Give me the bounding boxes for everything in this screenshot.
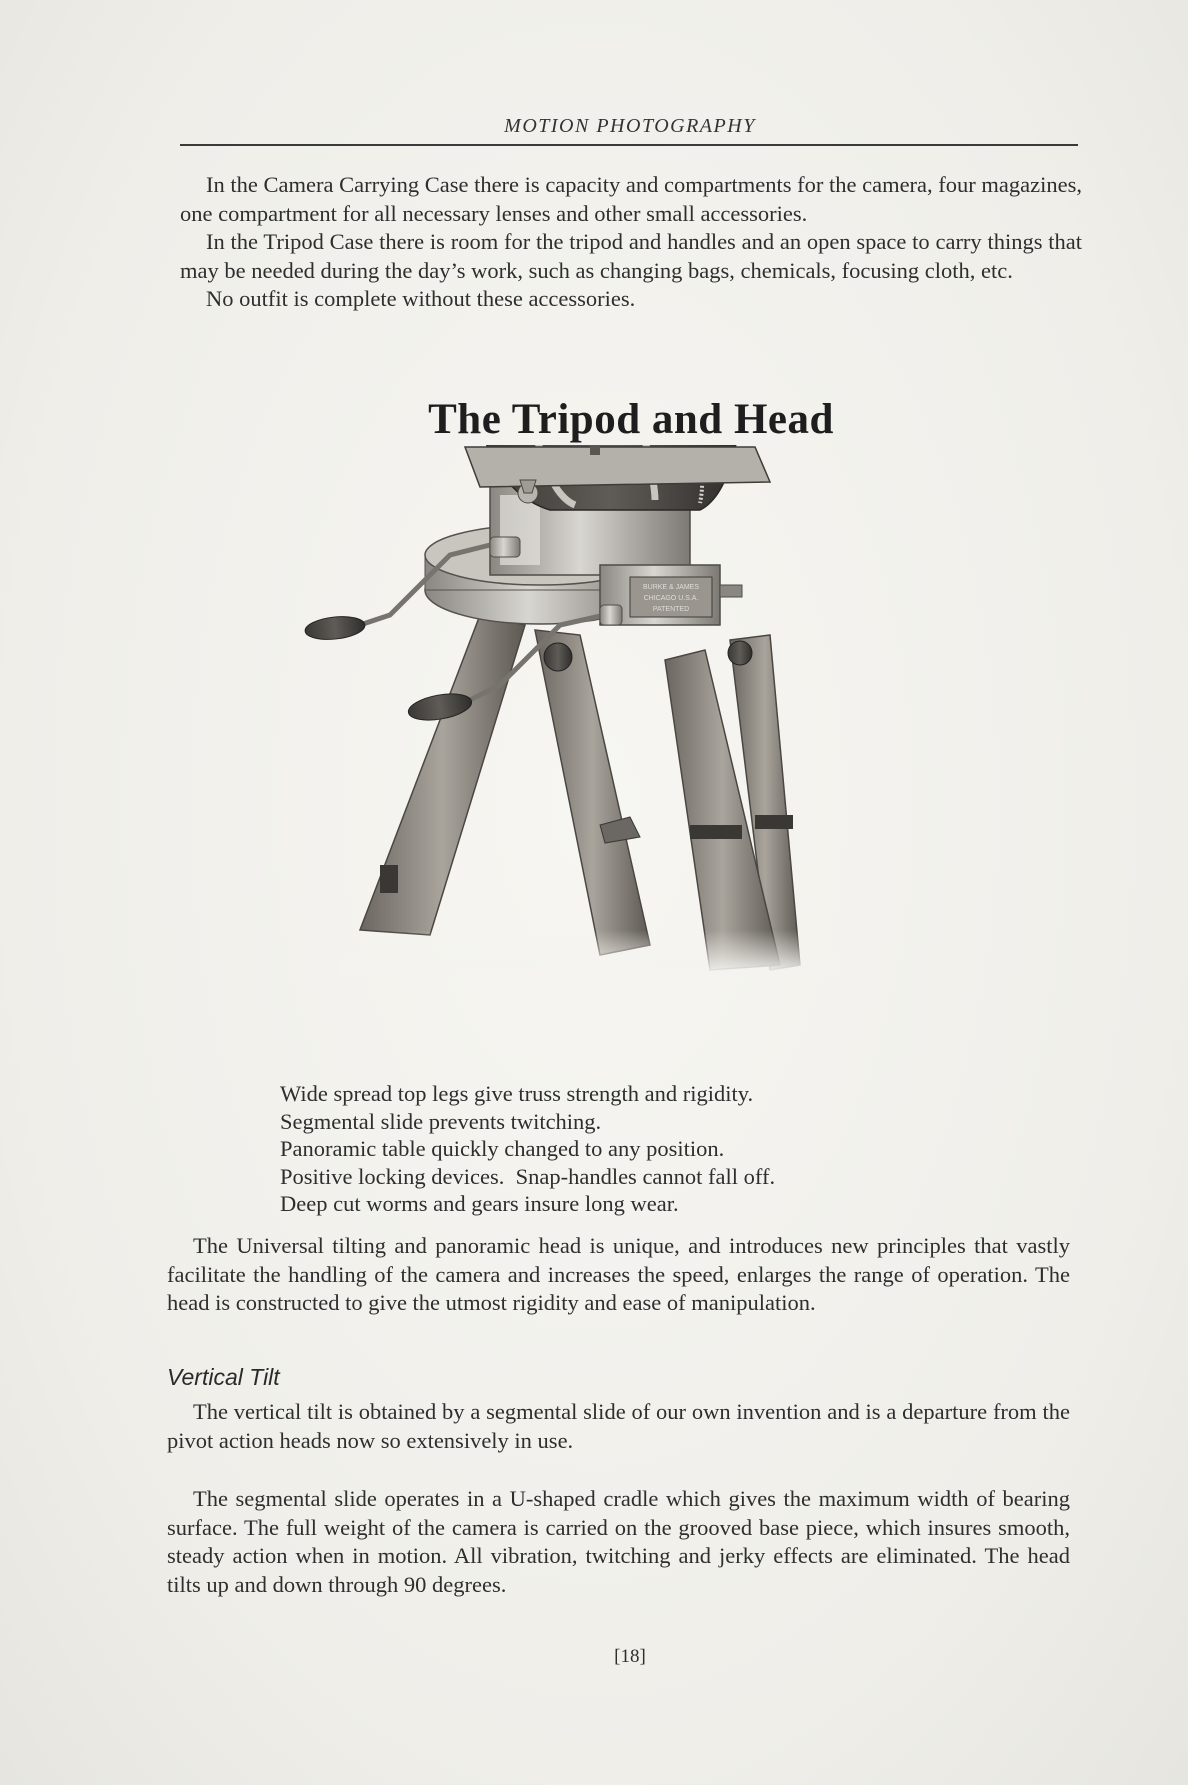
running-head: MOTION PHOTOGRAPHY: [504, 115, 756, 137]
feature-item: Panoramic table quickly changed to any position.: [280, 1136, 725, 1161]
intro-paragraph-3: No outfit is complete without these accessories.: [206, 286, 636, 311]
page-number: [18]: [614, 1646, 646, 1667]
feature-item: Positive locking devices. Snap-handles cannot fall off.: [280, 1163, 776, 1189]
nameplate-line-1: BURKE & JAMES: [642, 584, 700, 591]
section-title: The Tripod and Head: [428, 396, 834, 443]
intro-paragraph-2: In the Tripod Case there is room for the tripod and handles and an open space to carry things that may be needed during the day’s work, such as changing bags, chemicals, focusing cloth, etc.: [180, 229, 1082, 283]
nameplate-line-2: CHICAGO U.S.A.: [643, 595, 699, 602]
body-paragraph-2: The vertical tilt is obtained by a segmental slide of our own invention and is a departure from the pivot action heads now so extensively in use.: [167, 1399, 1070, 1453]
body-paragraph-1-block: [167, 1232, 1070, 1318]
feature-item: Segmental slide prevents twitching.: [280, 1108, 602, 1134]
intro-text: [180, 171, 1082, 314]
body-paragraph-3: The segmental slide operates in a U-shaped cradle which gives the maximum width of bearing surface. The full weight of the camera is carried on the grooved base piece, which insures smooth, steady action when in motion. All vibration, twitching and jerky effects are eliminated. The head tilts up and down through 90 degrees.: [167, 1486, 1070, 1597]
subhead-vertical-tilt: Vertical Tilt: [167, 1364, 280, 1390]
feature-item: Deep cut worms and gears insure long wear.: [280, 1191, 679, 1216]
intro-paragraph-1: In the Camera Carrying Case there is capacity and compartments for the camera, four magazines, one compartment for all necessary lenses and other small accessories.: [180, 172, 1082, 226]
body-paragraph-1: The Universal tilting and panoramic head is unique, and introduces new principles that vastly facilitate the handling of the camera and increases the speed, enlarges the range of operation. The head is constructed to give the utmost rigidity and ease of manipulation.: [167, 1233, 1070, 1315]
header-rule: [180, 144, 1078, 146]
feature-item: Wide spread top legs give truss strength and rigidity.: [280, 1081, 754, 1106]
tripod-head-icon: [300, 445, 930, 1090]
feature-list: [280, 1080, 1040, 1218]
nameplate-line-3: PATENTED: [652, 606, 690, 613]
body-paragraph-2-block: [167, 1398, 1070, 1455]
tripod-head-illustration: [300, 445, 930, 1090]
body-paragraph-3-block: [167, 1485, 1070, 1599]
